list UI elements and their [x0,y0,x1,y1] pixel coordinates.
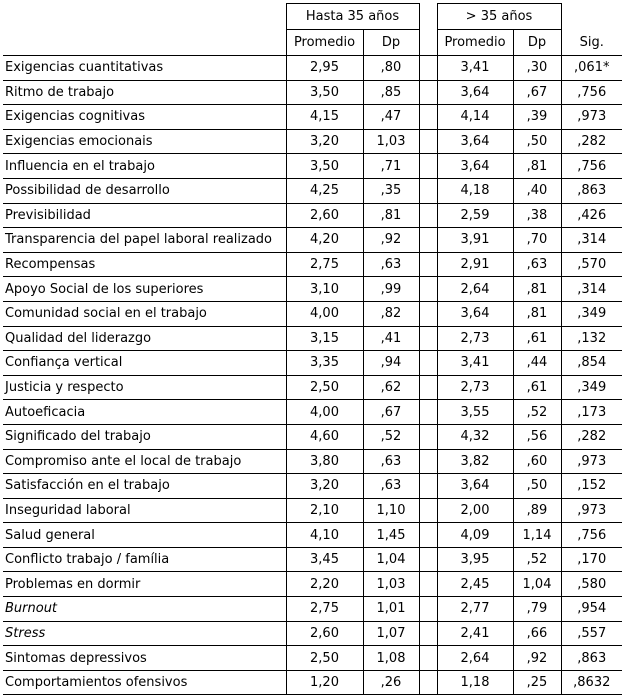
cell-mean-over-35: 2,77 [437,597,513,622]
cell-sd-over-35: ,39 [513,105,561,130]
cell-sd-under-35: ,99 [363,277,419,302]
cell-mean-under-35: 2,20 [286,572,363,597]
cell-mean-over-35: 4,09 [437,523,513,548]
row-label: Significado del trabajo [3,424,286,449]
cell-sd-under-35: ,80 [363,56,419,81]
cell-gap [419,178,437,203]
cell-mean-under-35: 3,15 [286,326,363,351]
cell-sd-over-35: ,66 [513,621,561,646]
cell-mean-under-35: 3,50 [286,80,363,105]
cell-sd-under-35: ,35 [363,178,419,203]
row-label: Justicia y respecto [3,375,286,400]
table-row [3,449,622,474]
header-row-groups [3,4,622,30]
col-header-sd-1: Dp [363,30,419,56]
row-label: Inseguridad laboral [3,498,286,523]
table-row [3,351,622,376]
cell-sig: ,756 [561,523,622,548]
cell-sig: ,426 [561,203,622,228]
row-label: Exigencias cuantitativas [3,56,286,81]
cell-gap [419,351,437,376]
cell-mean-over-35: 2,45 [437,572,513,597]
cell-gap [419,105,437,130]
cell-sd-under-35: ,63 [363,252,419,277]
cell-sig: ,152 [561,474,622,499]
col-header-mean-2: Promedio [437,30,513,56]
cell-mean-over-35: 2,41 [437,621,513,646]
cell-gap [419,277,437,302]
cell-sd-over-35: ,56 [513,424,561,449]
row-label: Exigencias cognitivas [3,105,286,130]
cell-gap [419,547,437,572]
cell-mean-over-35: 3,64 [437,129,513,154]
cell-gap [419,80,437,105]
cell-gap [419,228,437,253]
cell-gap [419,670,437,695]
cell-mean-over-35: 4,14 [437,105,513,130]
cell-sd-over-35: ,30 [513,56,561,81]
cell-sd-over-35: ,61 [513,326,561,351]
cell-sd-over-35: 1,14 [513,523,561,548]
cell-gap [419,621,437,646]
header-row-columns [3,30,622,56]
cell-sig: ,282 [561,129,622,154]
table-row [3,400,622,425]
cell-sig: ,854 [561,351,622,376]
table-row [3,326,622,351]
cell-sd-under-35: ,63 [363,474,419,499]
row-label: Burnout [3,597,286,622]
cell-sd-over-35: ,70 [513,228,561,253]
cell-mean-over-35: 3,64 [437,301,513,326]
cell-sig: ,173 [561,400,622,425]
row-label: Possibilidad de desarrollo [3,178,286,203]
cell-sig: ,973 [561,498,622,523]
cell-sd-under-35: 1,45 [363,523,419,548]
cell-sd-under-35: 1,10 [363,498,419,523]
header-empty-cell [561,4,622,30]
cell-gap [419,646,437,671]
cell-sd-over-35: 1,04 [513,572,561,597]
row-label: Conflicto trabajo / família [3,547,286,572]
col-header-sd-2: Dp [513,30,561,56]
cell-mean-over-35: 3,82 [437,449,513,474]
row-label: Confiança vertical [3,351,286,376]
table-row [3,277,622,302]
cell-mean-under-35: 4,15 [286,105,363,130]
table-row [3,474,622,499]
cell-sd-over-35: ,81 [513,154,561,179]
row-label: Stress [3,621,286,646]
table-row [3,498,622,523]
cell-gap [419,129,437,154]
cell-gap [419,56,437,81]
header-gap-cell [419,30,437,56]
cell-sd-under-35: 1,04 [363,547,419,572]
cell-sd-under-35: 1,03 [363,129,419,154]
cell-mean-under-35: 3,35 [286,351,363,376]
cell-sig: ,973 [561,105,622,130]
row-label: Qualidad del liderazgo [3,326,286,351]
cell-mean-over-35: 4,18 [437,178,513,203]
cell-mean-under-35: 2,75 [286,252,363,277]
table-row [3,597,622,622]
cell-gap [419,597,437,622]
cell-sd-under-35: ,62 [363,375,419,400]
cell-sig: ,557 [561,621,622,646]
row-label: Salud general [3,523,286,548]
cell-sd-under-35: 1,03 [363,572,419,597]
table-row [3,375,622,400]
row-label: Influencia en el trabajo [3,154,286,179]
row-label: Previsibilidad [3,203,286,228]
cell-mean-under-35: 3,10 [286,277,363,302]
cell-mean-over-35: 3,55 [437,400,513,425]
cell-gap [419,523,437,548]
row-label: Sintomas depressivos [3,646,286,671]
cell-mean-over-35: 3,95 [437,547,513,572]
cell-mean-over-35: 2,73 [437,375,513,400]
row-label: Autoeficacia [3,400,286,425]
cell-mean-under-35: 4,60 [286,424,363,449]
cell-sig: ,132 [561,326,622,351]
cell-mean-under-35: 2,50 [286,375,363,400]
cell-sig: ,349 [561,301,622,326]
cell-mean-over-35: 1,18 [437,670,513,695]
cell-sig: ,973 [561,449,622,474]
cell-mean-over-35: 3,64 [437,154,513,179]
cell-gap [419,154,437,179]
cell-sd-under-35: ,63 [363,449,419,474]
cell-sd-under-35: ,94 [363,351,419,376]
comparison-table [3,3,622,695]
cell-mean-under-35: 3,50 [286,154,363,179]
cell-sd-over-35: ,52 [513,547,561,572]
table-row [3,80,622,105]
cell-sig: ,170 [561,547,622,572]
group-header-over-35: > 35 años [437,4,561,30]
cell-mean-under-35: 2,75 [286,597,363,622]
table-row [3,572,622,597]
cell-mean-under-35: 3,20 [286,474,363,499]
cell-sd-over-35: ,61 [513,375,561,400]
table-row [3,547,622,572]
cell-sd-under-35: ,26 [363,670,419,695]
cell-gap [419,474,437,499]
cell-mean-under-35: 3,20 [286,129,363,154]
cell-sd-under-35: 1,07 [363,621,419,646]
row-label: Comunidad social en el trabajo [3,301,286,326]
cell-sd-under-35: ,82 [363,301,419,326]
cell-gap [419,572,437,597]
cell-mean-over-35: 3,64 [437,474,513,499]
cell-sd-under-35: ,81 [363,203,419,228]
cell-mean-over-35: 3,41 [437,56,513,81]
cell-sd-over-35: ,40 [513,178,561,203]
cell-mean-over-35: 2,73 [437,326,513,351]
cell-mean-under-35: 3,45 [286,547,363,572]
table-row [3,523,622,548]
cell-mean-over-35: 4,32 [437,424,513,449]
table-row [3,178,622,203]
cell-sd-under-35: 1,01 [363,597,419,622]
header-label-cell [3,30,286,56]
cell-mean-over-35: 2,91 [437,252,513,277]
cell-sd-over-35: ,92 [513,646,561,671]
row-label: Transparencia del papel laboral realizado [3,228,286,253]
cell-sd-over-35: ,25 [513,670,561,695]
cell-mean-under-35: 2,60 [286,203,363,228]
cell-sig: ,954 [561,597,622,622]
cell-mean-over-35: 2,64 [437,646,513,671]
table-row [3,670,622,695]
cell-gap [419,252,437,277]
cell-gap [419,400,437,425]
cell-sd-under-35: 1,08 [363,646,419,671]
cell-sd-under-35: ,92 [363,228,419,253]
cell-mean-under-35: 4,00 [286,301,363,326]
cell-mean-over-35: 3,41 [437,351,513,376]
cell-gap [419,424,437,449]
cell-sd-over-35: ,81 [513,301,561,326]
header-gap-cell [419,4,437,30]
cell-mean-under-35: 4,10 [286,523,363,548]
cell-mean-over-35: 2,64 [437,277,513,302]
cell-sig: ,863 [561,178,622,203]
cell-sig: ,863 [561,646,622,671]
table-row [3,56,622,81]
cell-sd-under-35: ,71 [363,154,419,179]
cell-mean-under-35: 1,20 [286,670,363,695]
cell-mean-under-35: 2,10 [286,498,363,523]
cell-sig: ,282 [561,424,622,449]
cell-sd-over-35: ,52 [513,400,561,425]
cell-sd-over-35: ,67 [513,80,561,105]
cell-sd-over-35: ,81 [513,277,561,302]
cell-sd-under-35: ,47 [363,105,419,130]
cell-gap [419,203,437,228]
cell-sig: ,8632 [561,670,622,695]
cell-sd-over-35: ,63 [513,252,561,277]
header-empty-cell [3,4,286,30]
cell-sd-over-35: ,79 [513,597,561,622]
cell-mean-over-35: 3,91 [437,228,513,253]
cell-sd-over-35: ,89 [513,498,561,523]
group-header-under-35: Hasta 35 años [286,4,419,30]
row-label: Apoyo Social de los superiores [3,277,286,302]
cell-sig: ,061* [561,56,622,81]
cell-gap [419,326,437,351]
cell-sd-over-35: ,38 [513,203,561,228]
cell-sig: ,756 [561,154,622,179]
cell-sd-under-35: ,52 [363,424,419,449]
row-label: Comportamientos ofensivos [3,670,286,695]
cell-sig: ,349 [561,375,622,400]
cell-mean-over-35: 3,64 [437,80,513,105]
cell-gap [419,498,437,523]
cell-mean-under-35: 2,50 [286,646,363,671]
table-row [3,105,622,130]
cell-sig: ,314 [561,277,622,302]
cell-gap [419,449,437,474]
table-row [3,424,622,449]
cell-gap [419,375,437,400]
cell-sig: ,580 [561,572,622,597]
cell-sd-over-35: ,60 [513,449,561,474]
table-row [3,252,622,277]
col-header-mean-1: Promedio [286,30,363,56]
cell-mean-under-35: 4,20 [286,228,363,253]
row-label: Ritmo de trabajo [3,80,286,105]
cell-sig: ,314 [561,228,622,253]
cell-sd-under-35: ,41 [363,326,419,351]
cell-sd-under-35: ,67 [363,400,419,425]
table-row [3,203,622,228]
row-label: Satisfacción en el trabajo [3,474,286,499]
cell-sd-under-35: ,85 [363,80,419,105]
cell-mean-over-35: 2,00 [437,498,513,523]
table-row [3,646,622,671]
cell-sig: ,570 [561,252,622,277]
cell-sig: ,756 [561,80,622,105]
table-row [3,129,622,154]
cell-mean-over-35: 2,59 [437,203,513,228]
cell-mean-under-35: 3,80 [286,449,363,474]
table-row [3,154,622,179]
cell-mean-under-35: 2,95 [286,56,363,81]
cell-mean-under-35: 4,25 [286,178,363,203]
cell-gap [419,301,437,326]
row-label: Problemas en dormir [3,572,286,597]
cell-sd-over-35: ,44 [513,351,561,376]
col-header-sig: Sig. [561,30,622,56]
cell-sd-over-35: ,50 [513,474,561,499]
table-row [3,228,622,253]
row-label: Exigencias emocionais [3,129,286,154]
cell-mean-under-35: 4,00 [286,400,363,425]
cell-mean-under-35: 2,60 [286,621,363,646]
cell-sd-over-35: ,50 [513,129,561,154]
table-row [3,621,622,646]
row-label: Recompensas [3,252,286,277]
table-row [3,301,622,326]
row-label: Compromiso ante el local de trabajo [3,449,286,474]
